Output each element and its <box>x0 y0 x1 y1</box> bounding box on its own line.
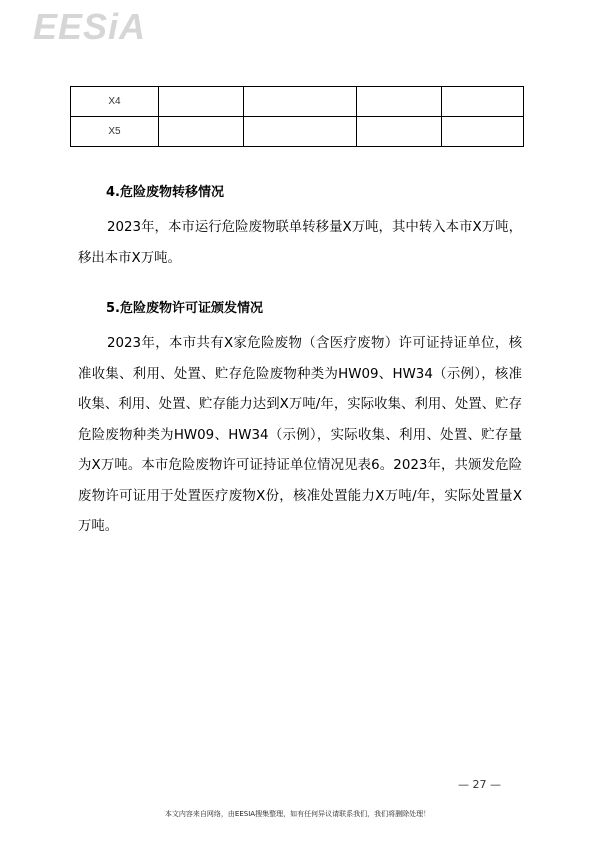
table-cell <box>442 117 524 147</box>
page-number: — 27 — <box>458 778 501 791</box>
section-paragraph-license: 2023年，本市共有X家危险废物（含医疗废物）许可证持证单位，核准收集、利用、处置、贮存危险废物种类为HW09、HW34（示例），核准收集、利用、处置、贮存能力达到X万吨/年，实际收集、利用、处置、贮存危险废物种类为HW09、HW34（示例），实际收集、利用、处置、贮存量为X万吨。本市危险废物许可证持证单位情况见表6。2023年，共颁发危险废物许可证用于处置医疗废物X份，核准处置能力X万吨/年，实际处置量X万吨。 <box>78 336 522 534</box>
table-cell <box>244 117 357 147</box>
data-table <box>70 86 524 147</box>
row-label: X5 <box>71 117 159 147</box>
table-cell <box>357 87 442 117</box>
section-heading-license: 5.危险废物许可证颁发情况 <box>106 301 263 316</box>
section-heading-transfer: 4.危险废物转移情况 <box>106 185 224 200</box>
table-cell <box>159 117 244 147</box>
table-cell <box>244 87 357 117</box>
eesia-logo: EESiA <box>33 6 147 47</box>
row-label: X4 <box>71 87 159 117</box>
table-cell <box>357 117 442 147</box>
footer-disclaimer: 本文内容来自网络，由EESIA搜集整理，如有任何异议请联系我们，我们将删除处理！ <box>164 810 431 818</box>
table-row <box>71 117 524 147</box>
table-row <box>71 87 524 117</box>
table-cell <box>442 87 524 117</box>
table-cell <box>159 87 244 117</box>
section-paragraph-transfer: 2023年，本市运行危险废物联单转移量X万吨，其中转入本市X万吨，移出本市X万吨。 <box>78 220 522 266</box>
